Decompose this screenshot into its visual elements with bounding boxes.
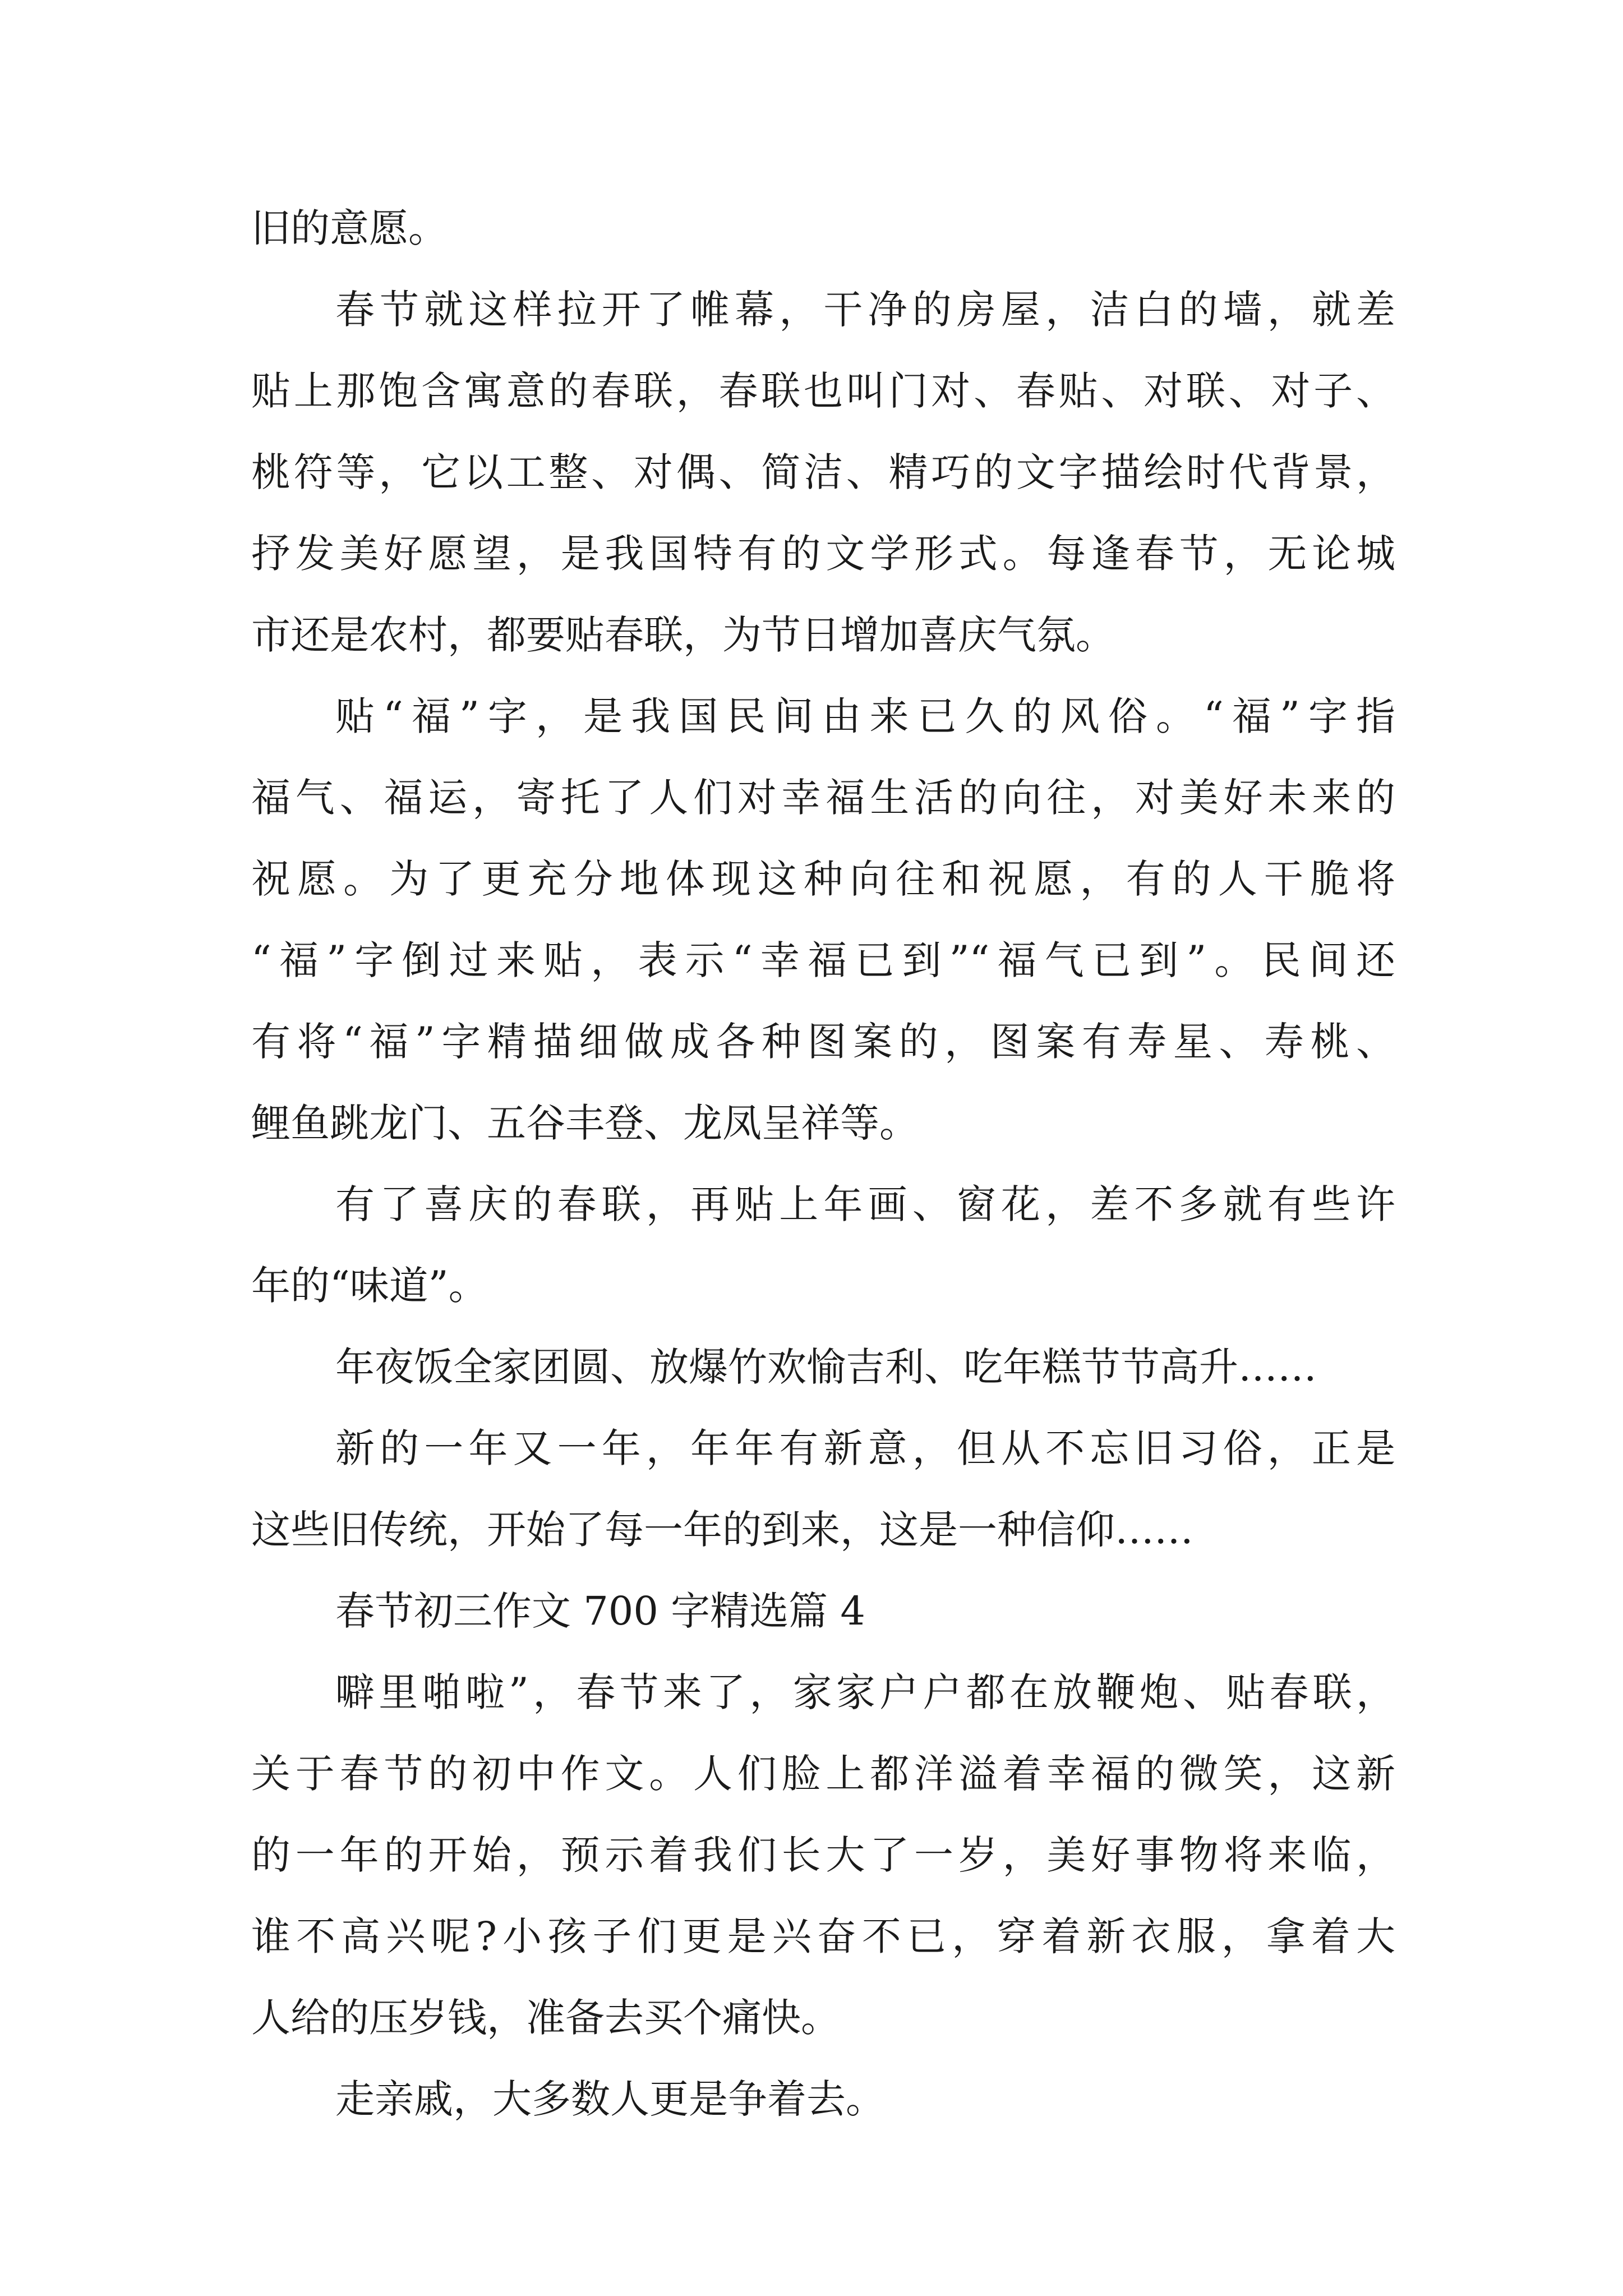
text-line-content: 贴上那饱含寓意的春联，春联也叫门对、春贴、对联、对子、 xyxy=(251,368,1395,414)
text-line xyxy=(251,1832,1395,1878)
text-line xyxy=(251,1019,1395,1065)
text-line xyxy=(251,856,1395,902)
text-line xyxy=(251,775,1395,821)
text-line xyxy=(251,1507,1395,1553)
text-line xyxy=(251,1995,1395,2041)
text-line-content: 春节初三作文 700 字精选篇 4 xyxy=(335,1588,865,1634)
text-line-content: 人给的压岁钱，准备去买个痛快。 xyxy=(251,1995,840,2041)
text-line-content: 年夜饭全家团圆、放爆竹欢愉吉利、吃年糕节节高升…… xyxy=(335,1344,1317,1390)
document-body xyxy=(251,205,1395,2161)
text-line xyxy=(251,937,1395,983)
text-line-content: 鲤鱼跳龙门、五谷丰登、龙凤呈祥等。 xyxy=(251,1100,919,1146)
text-line-content: 福气、福运，寄托了人们对幸福生活的向往，对美好未来的 xyxy=(251,775,1395,821)
text-line xyxy=(251,612,1395,658)
text-line-content: 谁不高兴呢?小孩子们更是兴奋不已，穿着新衣服，拿着大 xyxy=(251,1913,1395,1959)
text-line xyxy=(251,287,1395,333)
text-line xyxy=(251,1588,1395,1634)
text-line xyxy=(251,205,1395,251)
text-line xyxy=(251,1913,1395,1959)
text-line xyxy=(251,1751,1395,1797)
text-line-content: 市还是农村，都要贴春联，为节日增加喜庆气氛。 xyxy=(251,612,1115,658)
text-line-content: 春节就这样拉开了帷幕，干净的房屋，洁白的墙，就差 xyxy=(335,287,1395,333)
text-line-content: 有了喜庆的春联，再贴上年画、窗花，差不多就有些许 xyxy=(335,1181,1395,1227)
text-line xyxy=(251,449,1395,495)
text-line xyxy=(251,2076,1395,2122)
text-line-content: 抒发美好愿望，是我国特有的文学形式。每逢春节，无论城 xyxy=(251,531,1395,577)
text-line xyxy=(251,1344,1395,1390)
text-line xyxy=(251,693,1395,739)
text-line xyxy=(251,368,1395,414)
text-line xyxy=(251,1669,1395,1715)
text-line-content: 旧的意愿。 xyxy=(251,205,448,251)
text-line-content: 贴“福”字，是我国民间由来已久的风俗。“福”字指 xyxy=(335,693,1395,739)
text-line-content: 走亲戚，大多数人更是争着去。 xyxy=(335,2076,885,2122)
text-line-content: 的一年的开始，预示着我们长大了一岁，美好事物将来临， xyxy=(251,1832,1395,1878)
text-line-content: “福”字倒过来贴，表示“幸福已到”“福气已到”。民间还 xyxy=(251,937,1395,983)
text-line-content: 桃符等，它以工整、对偶、简洁、精巧的文字描绘时代背景， xyxy=(251,449,1395,495)
text-line xyxy=(251,1425,1395,1471)
text-line-content: 年的“味道”。 xyxy=(251,1263,488,1309)
text-line-content: 新的一年又一年，年年有新意，但从不忘旧习俗，正是 xyxy=(335,1425,1395,1471)
text-line-content: 关于春节的初中作文。人们脸上都洋溢着幸福的微笑，这新 xyxy=(251,1751,1395,1797)
text-line-content: 噼里啪啦”，春节来了，家家户户都在放鞭炮、贴春联， xyxy=(335,1669,1395,1715)
text-line xyxy=(251,531,1395,577)
text-line xyxy=(251,1181,1395,1227)
text-line-content: 祝愿。为了更充分地体现这种向往和祝愿，有的人干脆将 xyxy=(251,856,1395,902)
text-line xyxy=(251,1100,1395,1146)
text-line xyxy=(251,1263,1395,1309)
text-line-content: 有将“福”字精描细做成各种图案的，图案有寿星、寿桃、 xyxy=(251,1019,1395,1065)
text-line-content: 这些旧传统，开始了每一年的到来，这是一种信仰…… xyxy=(251,1507,1193,1553)
